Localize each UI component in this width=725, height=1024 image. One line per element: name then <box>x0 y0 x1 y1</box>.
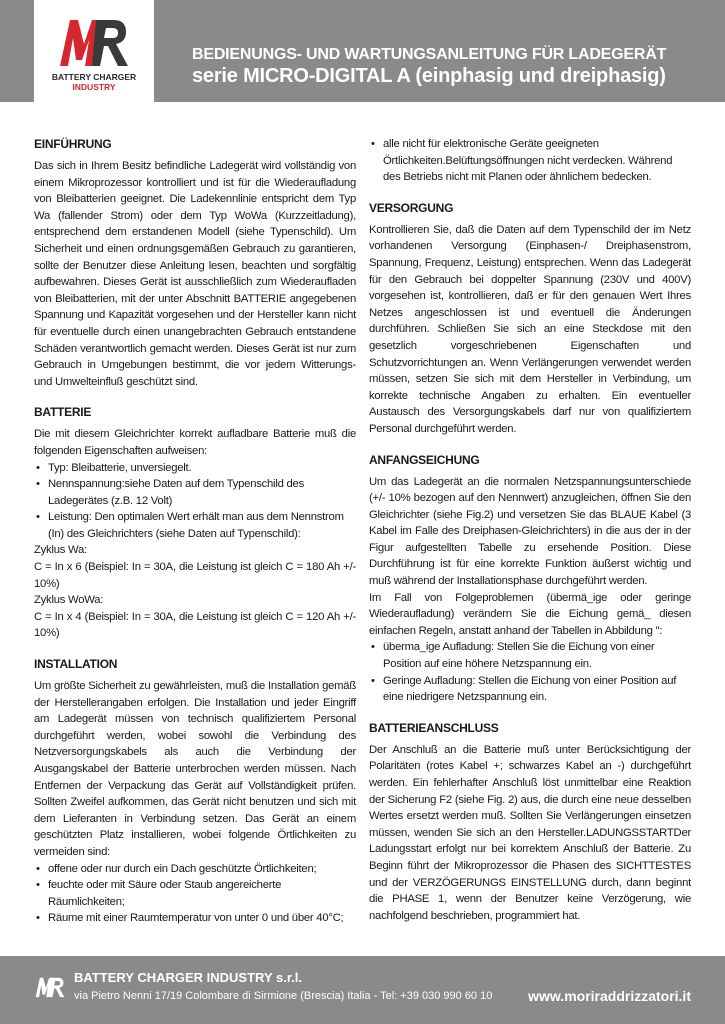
list-item: • alle nicht für elektronische Geräte geeigneten Örtlichkeiten.Belüftungsöffnungen nicht verdecken. Während des Betriebs nicht mit Planen oder ähnlichem bedecken. <box>369 136 691 186</box>
zyklus-wowa-formula: C = In x 4 (Beispiel: In = 30A, die Leistung ist gleich C = 120 Ah +/- 10%) <box>34 610 356 640</box>
paragraph: Der Anschluß an die Batterie muß unter Berücksichtigung der Polaritäten (rotes Kabel +; schwarzes Kabel an -) durchgeführt werden. Ein fehlerhafter Anschluß löst unmittelbar eine Reaktion der Sicherung F2 (siehe Fig. 2) aus, die durch eine neue desselben Wertes ersetzt werden muß. Sollten Sie Verlängerungen einsetzen müssen, wenden Sie sich an den Hersteller.LADUNGSSTARTDer Ladungsstart erfolgt nur bei korrektem Anschluß der Batterie. Zu Beginn führt der Mikroprozessor die Phasen des SICHTTESTES und der VERZÖGERUNGS EINSTELLUNG durch, dann beginnt die PHASE 1, wenn der Benutzer keine Verzögerung, wie nachfolgend beschrieben, programmiert hat. <box>369 743 691 922</box>
paragraph: Um das Ladegerät an die normalen Netzspannungsunterschiede (+/- 10% bezogen auf den Nennwert) anzugleichen, öffnen Sie den Gleichrichter (siehe Fig.2) und versetzen Sie das BLAUE Kabel (3 Kabel im Falle des Dreiphasen-Gleichrichters) in die aus der in der Figur aufgestellten Tabelle zu ersehende Position. Diese Durchführung ist für eine korrekte Funktion äußerst wichtig und muß während der Installationsphase durchgeführt werden. <box>369 475 691 588</box>
paragraph: Im Fall von Folgeproblemen (übermä_ige oder geringe Wiederaufladung) verändern Sie die Eichung gemä_ diesen einfachen Regeln, anstatt anhand der Tabellen in Abbildung ": <box>369 591 691 637</box>
section-installation-cont <box>369 136 691 186</box>
paragraph: Kontrollieren Sie, daß die Daten auf dem Typenschild der im Netz vorhandenen Versorgung (Einphasen-/ Dreiphasenstrom, Spannung, Frequenz, Leistung) entsprechen. Wenn das Ladegerät für den Gebrauch bei doppelter Spannung (230V und 400V) vorgesehen ist, kontrollieren, daß er für den genauen Wert Ihres Netzes angeschlossen ist und eventuell die Änderungen durchführen. Schließen Sie sich an eine Steckdose mit den gesetzlich vorgeschriebenen Eigenschaften und Schutzvorrichtungen an. Wenn Verlängerungen verwendet werden müssen, setzen Sie sich mit dem Hersteller in Verbindung, um korrekte technische Angaben zu erhalten. Ein eventueller Austausch des Versorgungskabels darf nur von qualifiziertem Personal durchgeführt werden. <box>369 223 691 435</box>
section-heading: ANFANGSEICHUNG <box>369 452 480 467</box>
section-einfuehrung <box>34 136 356 390</box>
logo-caption <box>34 72 154 92</box>
paragraph: Die mit diesem Gleichrichter korrekt aufladbare Batterie muß die folgenden Eigenschaften aufweisen: <box>34 428 356 457</box>
list-item: • Typ: Bleibatterie, unversiegelt. <box>34 460 356 477</box>
mr-logo-small-icon <box>34 974 66 1000</box>
list-item: • Leistung: Den optimalen Wert erhält man aus dem Nennstrom (In) des Gleichrichters (siehe Daten auf Typenschild): <box>34 509 356 542</box>
zyklus-wa-formula: C = In x 6 (Beispiel: In = 30A, die Leistung ist gleich C = 180 Ah +/- 10%) <box>34 561 356 590</box>
logo-line1: BATTERY CHARGER <box>51 72 137 82</box>
bullet-list <box>369 136 691 186</box>
list-item: • Geringe Aufladung: Stellen die Eichung von einer Position auf eine niedrigere Netzspannung ein. <box>369 673 691 706</box>
list-item: • Nennspannung:siehe Daten auf dem Typenschild des Ladegerätes (z.B. 12 Volt) <box>34 476 356 509</box>
list-item: • offene oder nur durch ein Dach geschützte Örtlichkeiten; <box>34 861 356 878</box>
paragraph: Das sich in Ihrem Besitz befindliche Ladegerät wird vollständig von einem Mikroprozessor kontrolliert und ist für die Wiederaufladung von Bleibatterien geeignet. Die Ladekennlinie entspricht dem Typ Wa (fallender Strom) oder dem Typ WoWa (Kurzzeitladung), entsprechend dem erstandenen Modell (siehe Typenschild). Um Sicherheit und einen ordnungsgemäßen Gebrauch zu garantieren, sollte der Benutzer diese Anleitung lesen, beachten und sorgfältig aufbewahren. Dieses Gerät ist ausschließlich zum Wiederaufladen von Bleibatterien, mit der unter Abschnitt BATTERIE angegebenen Spannung und Kapazität vorgesehen und der Hersteller kann nicht für eventuelle durch einen unangebrachten Gebrauch entstandene Schäden verantwortlich gemacht werden. Dieses Gerät ist nur zum Gebrauch in Umgebungen bestimmt, die vor jedem Witterungs- und Umwelteinfluß geschützt sind. <box>34 160 356 388</box>
company-name: BATTERY CHARGER INDUSTRY s.r.l. <box>74 970 303 985</box>
list-item: • Räume mit einer Raumtemperatur von unter 0 und über 40°C; <box>34 910 356 927</box>
logo-line2: INDUSTRY <box>72 82 116 92</box>
section-heading: VERSORGUNG <box>369 200 454 215</box>
section-heading: INSTALLATION <box>34 657 118 672</box>
section-heading: BATTERIE <box>34 405 92 420</box>
title-line1: BEDIENUNGS- UND WARTUNGSANLEITUNG FÜR LADEGERÄT <box>192 46 667 63</box>
header-band <box>0 0 725 102</box>
left-column <box>34 136 356 941</box>
section-batterie <box>34 404 356 642</box>
zyklus-wowa-label: Zyklus WoWa: <box>34 594 104 607</box>
document-title <box>192 46 712 88</box>
section-batterieanschluss <box>369 720 691 925</box>
paragraph: Um größte Sicherheit zu gewährleisten, muß die Installation gemäß der Herstellerangaben erfolgen. Die Installation und jeder Eingriff am Ladegerät müssen von technisch qualifiziertem Personal durchgeführt werden, wobei sowohl die Verbindung des Netzversorgungskabels als auch die Verbindung der Ausgangskabel der Batterie unterbrochen werden müssen. Nach Entfernen der Verpackung das Gerät auf Vollständigkeit prüfen. Sollten Zweifel aufkommen, das Gerät nicht benutzen und sich mit dem Lieferanten in Verbindung setzen. Das Gerät an einem geschützten Platz installieren, wobei folgende Örtlichkeiten zu vermeiden sind: <box>34 680 356 858</box>
company-address: via Pietro Nenni 17/19 Colombare di Sirmione (Brescia) Italia - Tel: +39 030 990 60 10 <box>74 990 493 1002</box>
list-item: • überma_ige Aufladung: Stellen Sie die Eichung von einer Position auf eine höhere Netzspannung ein. <box>369 639 691 672</box>
bullet-list <box>34 460 356 543</box>
zyklus-wa-label: Zyklus Wa: <box>34 544 87 557</box>
right-column <box>369 136 691 938</box>
title-line2: serie MICRO-DIGITAL A (einphasig und dreiphasig) <box>192 65 666 87</box>
list-item: • feuchte oder mit Säure oder Staub angereicherte Räumlichkeiten; <box>34 877 356 910</box>
company-logo <box>34 0 154 102</box>
bullet-list <box>369 639 691 705</box>
section-versorgung <box>369 200 691 438</box>
mr-logo-icon <box>56 14 132 70</box>
footer-band <box>0 956 725 1024</box>
bullet-list <box>34 861 356 927</box>
section-installation <box>34 656 356 927</box>
section-heading: EINFÜHRUNG <box>34 137 112 151</box>
section-anfangseichung <box>369 452 691 706</box>
section-heading: BATTERIEANSCHLUSS <box>369 720 499 735</box>
website-link[interactable]: www.moriraddrizzatori.it <box>528 988 691 1004</box>
